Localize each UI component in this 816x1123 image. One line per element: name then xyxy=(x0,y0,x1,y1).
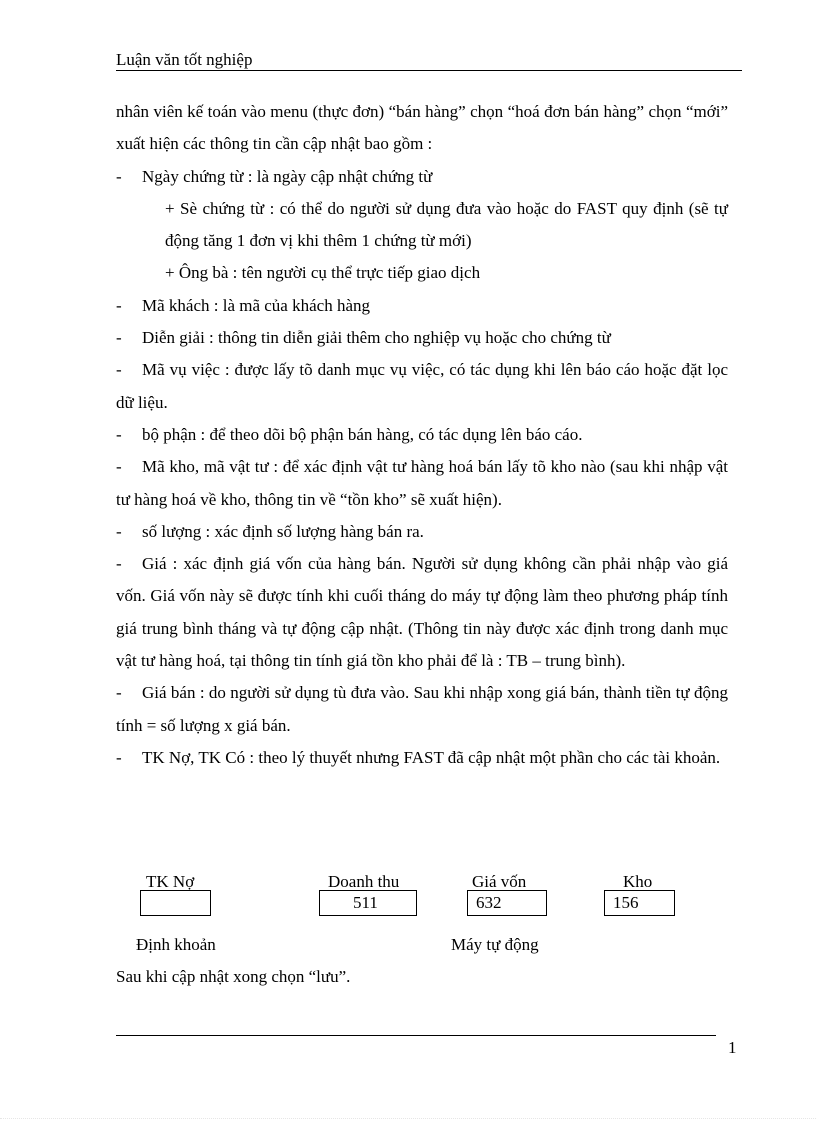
footer-rule xyxy=(116,1035,716,1036)
dash: - xyxy=(116,457,122,477)
gia-von-box: 632 xyxy=(467,890,547,916)
sub-item: + Ông bà : tên người cụ thể trực tiếp giao dịch xyxy=(165,263,481,283)
list-item-text: Mã vụ việc : được lấy tõ danh mục vụ việc, có tác dụng khi lên báo cáo hoặc đặt lọc dữ liệu. xyxy=(116,360,728,412)
list-item xyxy=(116,419,728,451)
dash: - xyxy=(116,521,122,541)
list-item xyxy=(116,516,728,548)
dash: - xyxy=(116,424,122,444)
list-item xyxy=(116,677,728,742)
list-item xyxy=(116,354,728,419)
body-text xyxy=(116,96,728,774)
doanh-thu-box: 511 xyxy=(319,890,417,916)
list-item xyxy=(116,322,728,354)
sub-item: + Sè chứng từ : có thể do người sử dụng đưa vào hoặc do FAST quy định (sẽ tự động tăng 1 đơn vị khi thêm 1 chứng từ mới) xyxy=(165,198,728,251)
tk-no-box xyxy=(140,890,211,916)
doanh-thu-label: Doanh thu xyxy=(328,872,400,891)
list-item-text: Ngày chứng từ : là ngày cập nhật chứng từ xyxy=(142,166,433,186)
tk-no-label: TK Nợ xyxy=(146,872,195,891)
list-item-text: Diễn giải : thông tin diễn giải thêm cho nghiệp vụ hoặc cho chứng từ xyxy=(142,328,611,348)
list-item xyxy=(116,742,728,774)
bottom-edge xyxy=(0,1118,816,1119)
dash: - xyxy=(116,295,122,315)
dash: - xyxy=(116,683,122,703)
list-item-text: bộ phận : để theo dõi bộ phận bán hàng, có tác dụng lên báo cáo. xyxy=(142,424,583,444)
closing-text: Sau khi cập nhật xong chọn “lưu”. xyxy=(116,967,351,986)
list-item xyxy=(116,161,728,193)
dash: - xyxy=(116,554,122,574)
dash: - xyxy=(116,328,122,348)
kho-label: Kho xyxy=(623,872,653,891)
dash: - xyxy=(116,360,122,380)
may-tu-dong-label: Máy tự động xyxy=(451,935,539,954)
list-item-text: Giá : xác định giá vốn của hàng bán. Người sử dụng không cần phải nhập vào giá vốn. Giá vốn này sẽ được tính khi cuối tháng do máy tự động làm theo phương pháp tính giá trung bình tháng và tự động cập nhật. (Thông tin này được xác định trong danh mục vật tư hàng hoá, tại thông tin tính giá tồn kho phải để là : TB – trung bình). xyxy=(116,554,728,671)
page-number: 1 xyxy=(728,1038,737,1057)
list-item-text: Giá bán : do người sử dụng tù đưa vào. Sau khi nhập xong giá bán, thành tiền tự động tính = số lượng x giá bán. xyxy=(116,683,728,735)
gia-von-label: Giá vốn xyxy=(472,872,527,891)
paragraph-intro: nhân viên kế toán vào menu (thực đơn) “bán hàng” chọn “hoá đơn bán hàng” chọn “mới” xuất hiện các thông tin cần cập nhật bao gồm : xyxy=(116,102,728,154)
dinh-khoan-label: Định khoản xyxy=(136,935,216,954)
list-item-text: Mã kho, mã vật tư : để xác định vật tư hàng hoá bán lấy tõ kho nào (sau khi nhập vật tư hàng hoá về kho, thông tin về “tồn kho” sẽ xuất hiện). xyxy=(116,457,728,509)
list-item-text: Mã khách : là mã của khách hàng xyxy=(142,295,370,315)
list-item xyxy=(116,548,728,677)
list-item-text: số lượng : xác định số lượng hàng bán ra. xyxy=(142,521,424,541)
list-item xyxy=(116,290,728,322)
kho-box: 156 xyxy=(604,890,675,916)
page-header-title: Luận văn tốt nghiệp xyxy=(116,50,253,69)
list-item-text: TK Nợ, TK Có : theo lý thuyết nhưng FAST đã cập nhật một phần cho các tài khoản. xyxy=(142,747,721,767)
header-rule xyxy=(116,70,742,71)
dash: - xyxy=(116,166,122,186)
dash: - xyxy=(116,747,122,767)
list-item xyxy=(116,451,728,516)
